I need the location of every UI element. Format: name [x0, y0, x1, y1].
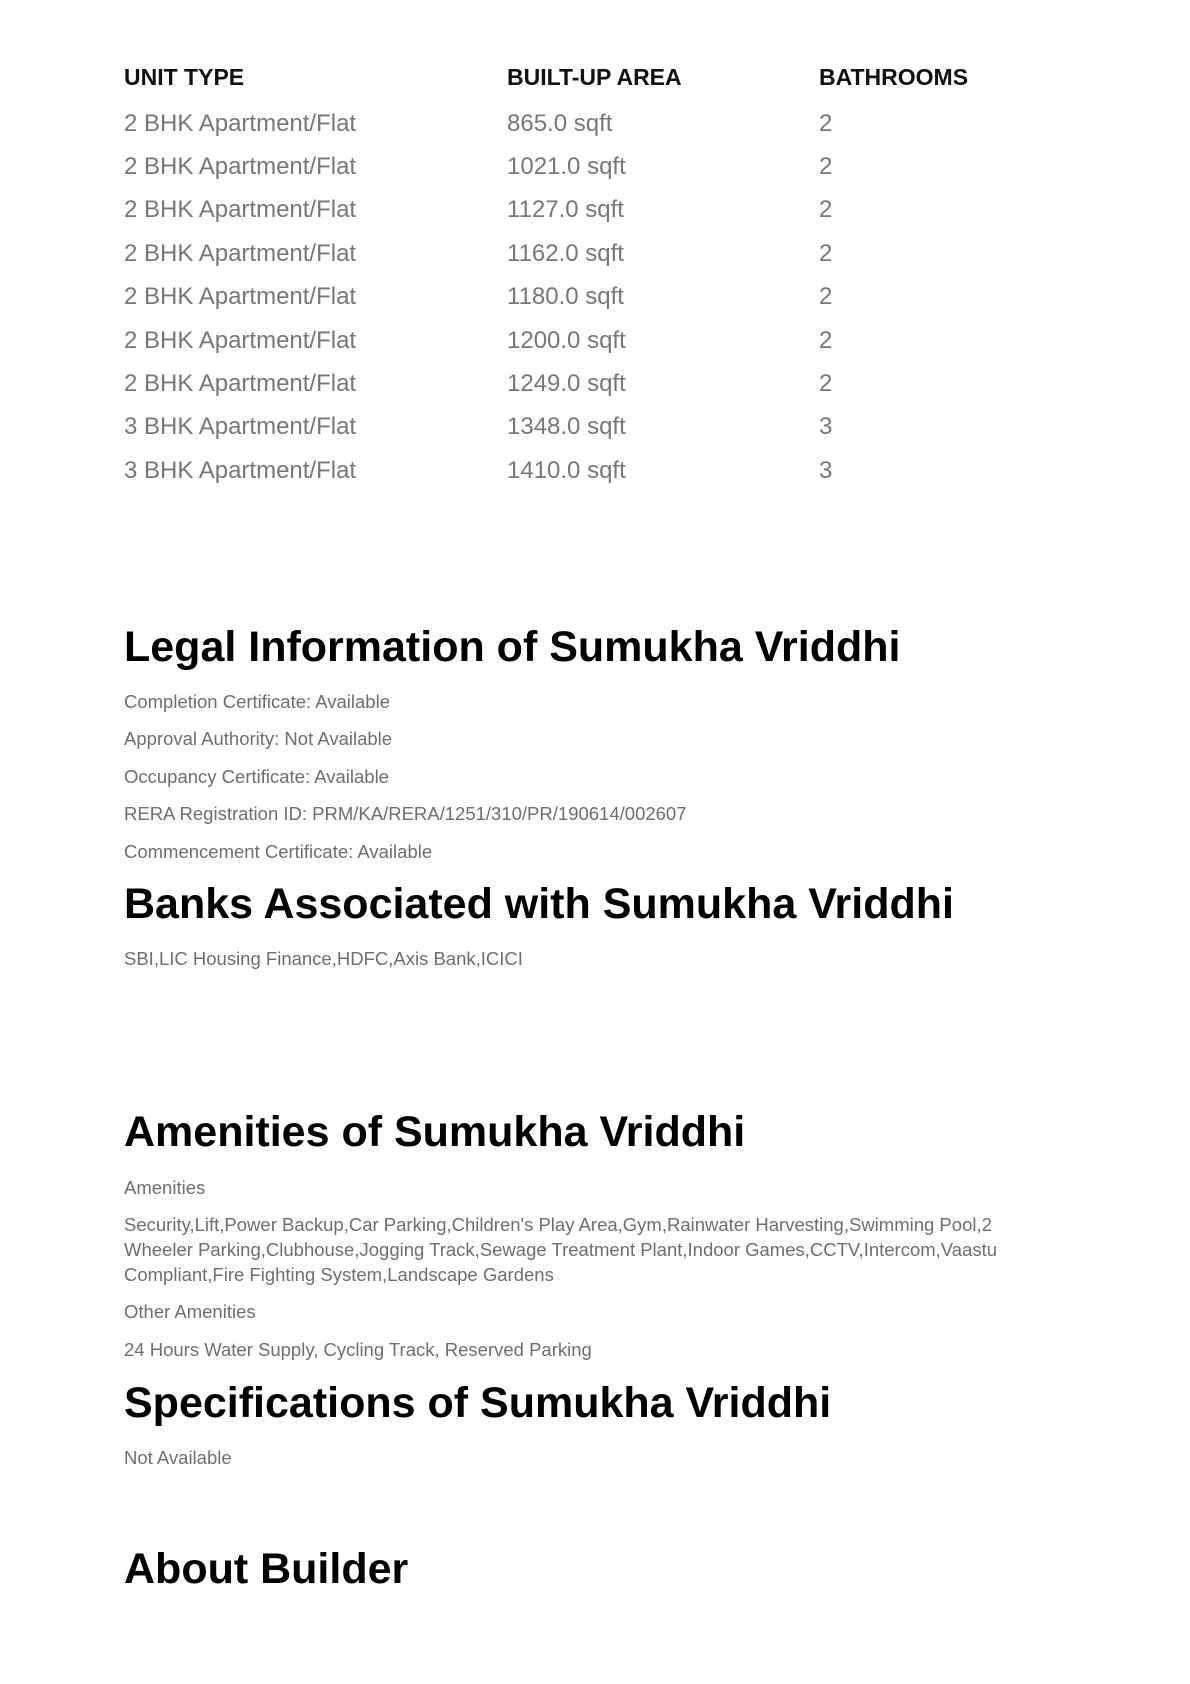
unit-type-cell: 2 BHK Apartment/Flat — [124, 109, 357, 137]
built-up-area-cell: 1200.0 sqft — [507, 326, 626, 354]
legal-item: Completion Certificate: Available — [124, 691, 390, 712]
legal-item: Approval Authority: Not Available — [124, 728, 393, 749]
specifications-heading: Specifications of Sumukha Vriddhi — [124, 1379, 832, 1427]
built-up-area-cell: 1180.0 sqft — [507, 283, 624, 311]
banks-list: SBI,LIC Housing Finance,HDFC,Axis Bank,ICICI — [124, 948, 523, 969]
about-builder-heading: About Builder — [124, 1545, 409, 1593]
legal-item: RERA Registration ID: PRM/KA/RERA/1251/310/PR/190614/002607 — [124, 803, 687, 824]
legal-information-heading: Legal Information of Sumukha Vriddhi — [124, 623, 901, 671]
amenities-heading: Amenities of Sumukha Vriddhi — [124, 1108, 746, 1156]
legal-item: Occupancy Certificate: Available — [124, 766, 389, 787]
built-up-area-cell: 865.0 sqft — [507, 109, 613, 137]
unit-table-header — [124, 62, 1069, 102]
unit-type-cell: 3 BHK Apartment/Flat — [124, 413, 357, 441]
built-up-area-cell: 1348.0 sqft — [507, 413, 626, 441]
unit-type-cell: 3 BHK Apartment/Flat — [124, 456, 357, 484]
unit-type-cell: 2 BHK Apartment/Flat — [124, 196, 357, 224]
table-row — [124, 102, 1069, 145]
unit-type-cell: 2 BHK Apartment/Flat — [124, 239, 357, 267]
unit-type-cell: 2 BHK Apartment/Flat — [124, 370, 357, 398]
header-built-up-area: BUILT-UP AREA — [507, 63, 682, 90]
bathrooms-cell: 2 — [819, 370, 833, 398]
table-row — [124, 145, 1069, 188]
table-row — [124, 189, 1069, 232]
bathrooms-cell: 2 — [819, 153, 833, 181]
table-row — [124, 362, 1069, 405]
bathrooms-cell: 2 — [819, 326, 833, 354]
table-row — [124, 406, 1069, 449]
other-amenities-label: Other Amenities — [124, 1301, 256, 1322]
bathrooms-cell: 2 — [819, 109, 833, 137]
bathrooms-cell: 3 — [819, 456, 833, 484]
bathrooms-cell: 2 — [819, 283, 833, 311]
table-row — [124, 232, 1069, 275]
unit-type-cell: 2 BHK Apartment/Flat — [124, 283, 357, 311]
unit-type-cell: 2 BHK Apartment/Flat — [124, 326, 357, 354]
other-amenities-list: 24 Hours Water Supply, Cycling Track, Reserved Parking — [124, 1339, 592, 1360]
bathrooms-cell: 2 — [819, 196, 833, 224]
built-up-area-cell: 1410.0 sqft — [507, 456, 626, 484]
built-up-area-cell: 1127.0 sqft — [507, 196, 624, 224]
header-unit-type: UNIT TYPE — [124, 63, 245, 90]
amenities-list: Security,Lift,Power Backup,Car Parking,Children's Play Area,Gym,Rainwater Harvesting,Swimming Pool,2 Wheeler Parking,Clubhouse,Jogging Track,Sewage Treatment Plant,Indoor Games,CCTV,Intercom,Vaastu Compliant,Fire Fighting System,Landscape Gardens — [124, 1214, 998, 1285]
header-bathrooms: BATHROOMS — [819, 63, 969, 90]
built-up-area-cell: 1249.0 sqft — [507, 370, 626, 398]
banks-heading: Banks Associated with Sumukha Vriddhi — [124, 880, 954, 928]
legal-item: Commencement Certificate: Available — [124, 841, 433, 862]
specifications-text: Not Available — [124, 1447, 232, 1468]
table-row — [124, 449, 1069, 492]
bathrooms-cell: 2 — [819, 239, 833, 267]
bathrooms-cell: 3 — [819, 413, 833, 441]
unit-type-cell: 2 BHK Apartment/Flat — [124, 153, 357, 181]
built-up-area-cell: 1162.0 sqft — [507, 239, 624, 267]
built-up-area-cell: 1021.0 sqft — [507, 153, 626, 181]
unit-table — [124, 62, 1069, 493]
table-row — [124, 276, 1069, 319]
amenities-label: Amenities — [124, 1177, 206, 1198]
table-row — [124, 319, 1069, 362]
